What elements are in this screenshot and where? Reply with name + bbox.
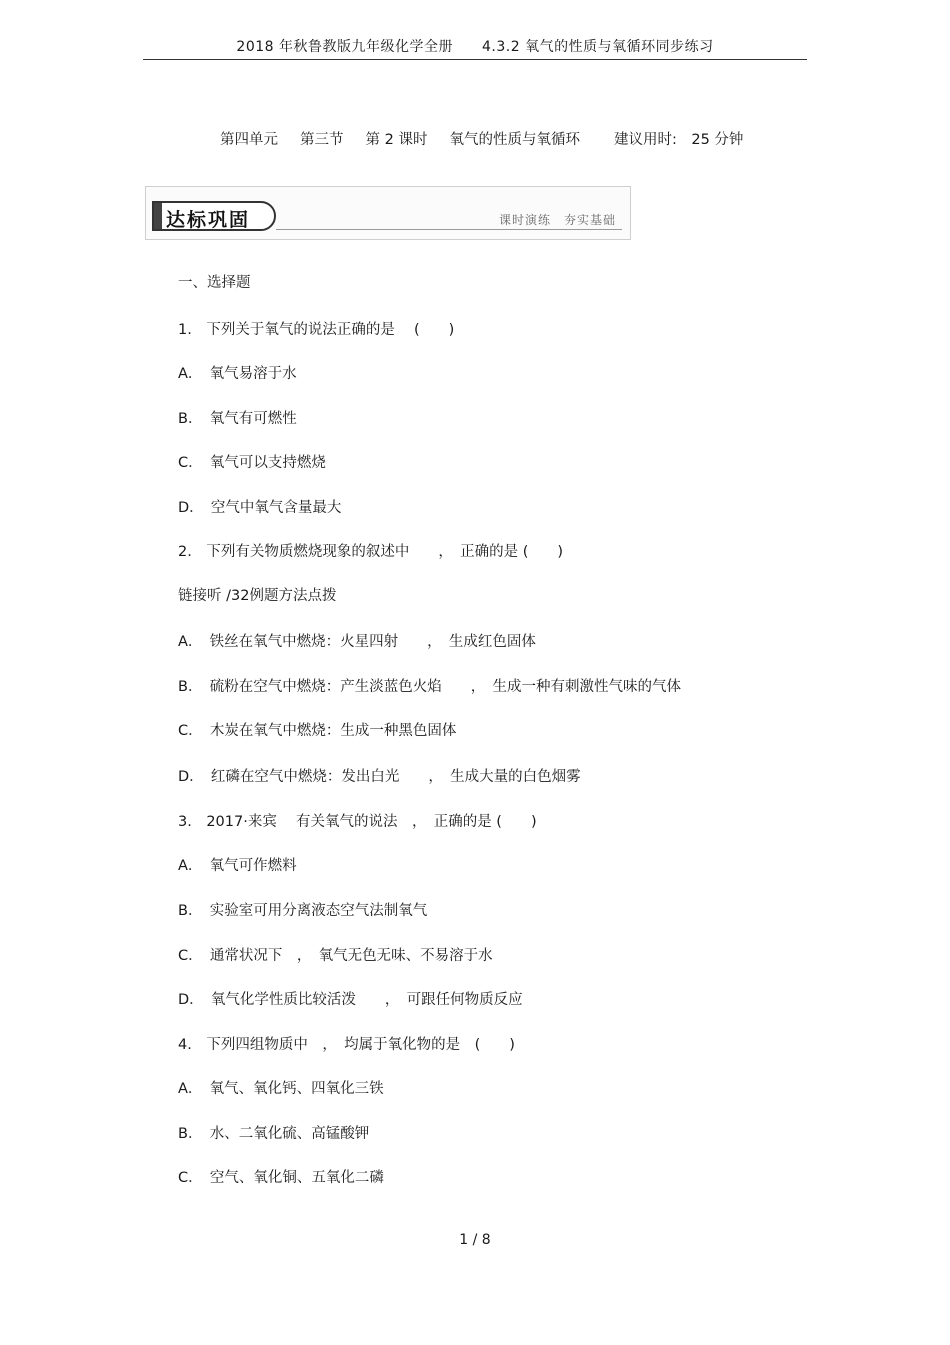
question-option: A． 铁丝在氧气中燃烧：火星四射 ， 生成红色固体 [178,634,536,650]
page-header: 2018 年秋鲁教版九年级化学全册 4.3.2 氧气的性质与氧循环同步练习 [236,39,714,55]
section-title: 一、选择题 [178,275,251,291]
banner-subtitle: 课时演练 夯实基础 [498,213,616,227]
question-option: B． 氧气有可燃性 [178,411,297,427]
question-stem: 1. 下列关于氧气的说法正确的是 ( ) [178,322,455,338]
question-option: C． 空气、氧化铜、五氧化二磷 [178,1170,384,1186]
lesson-time: 建议用时: 25 分钟 [613,132,744,148]
lesson-period: 第 2 课时 [365,132,428,148]
question-stem: 2. 下列有关物质燃烧现象的叙述中 ， 正确的是 ( ) [178,544,564,560]
question-stem: 3. 2017·来宾 有关氧气的说法 ， 正确的是 ( ) [178,814,537,830]
question-option: D． 氧气化学性质比较活泼 ， 可跟任何物质反应 [178,992,523,1008]
question-option: D． 红磷在空气中燃烧：发出白光 ， 生成大量的白色烟雾 [178,769,581,785]
question-option: A． 氧气、氧化钙、四氧化三铁 [178,1081,384,1097]
question-note: 链接听 /32例题方法点拨 [178,588,337,604]
question-option: D． 空气中氧气含量最大 [178,500,342,516]
question-stem: 4. 下列四组物质中 ， 均属于氧化物的是 ( ) [178,1037,515,1053]
lesson-unit: 第四单元 [220,132,278,148]
question-option: B． 实验室可用分离液态空气法制氧气 [178,903,428,919]
lesson-section: 第三节 [300,132,344,148]
banner-badge [152,201,276,231]
question-option: A． 氧气可作燃料 [178,858,297,874]
section-banner [145,186,631,240]
question-option: B． 硫粉在空气中燃烧：产生淡蓝色火焰 ， 生成一种有刺激性气味的气体 [178,679,681,695]
question-option: B． 水、二氧化硫、高锰酸钾 [178,1126,370,1142]
banner-title: 达标巩固 [166,209,251,231]
banner-rule [276,229,622,230]
lesson-topic: 氧气的性质与氧循环 [449,132,580,148]
question-option: C． 通常状况下 ， 氧气无色无味、不易溶于水 [178,948,493,964]
header-rule [143,59,807,60]
banner-badge-shade [154,203,162,229]
question-option: C． 氧气可以支持燃烧 [178,455,326,471]
question-option: C． 木炭在氧气中燃烧：生成一种黑色固体 [178,723,457,739]
page-number: 1 / 8 [459,1232,491,1248]
lesson-info [220,128,743,149]
question-option: A． 氧气易溶于水 [178,366,297,382]
